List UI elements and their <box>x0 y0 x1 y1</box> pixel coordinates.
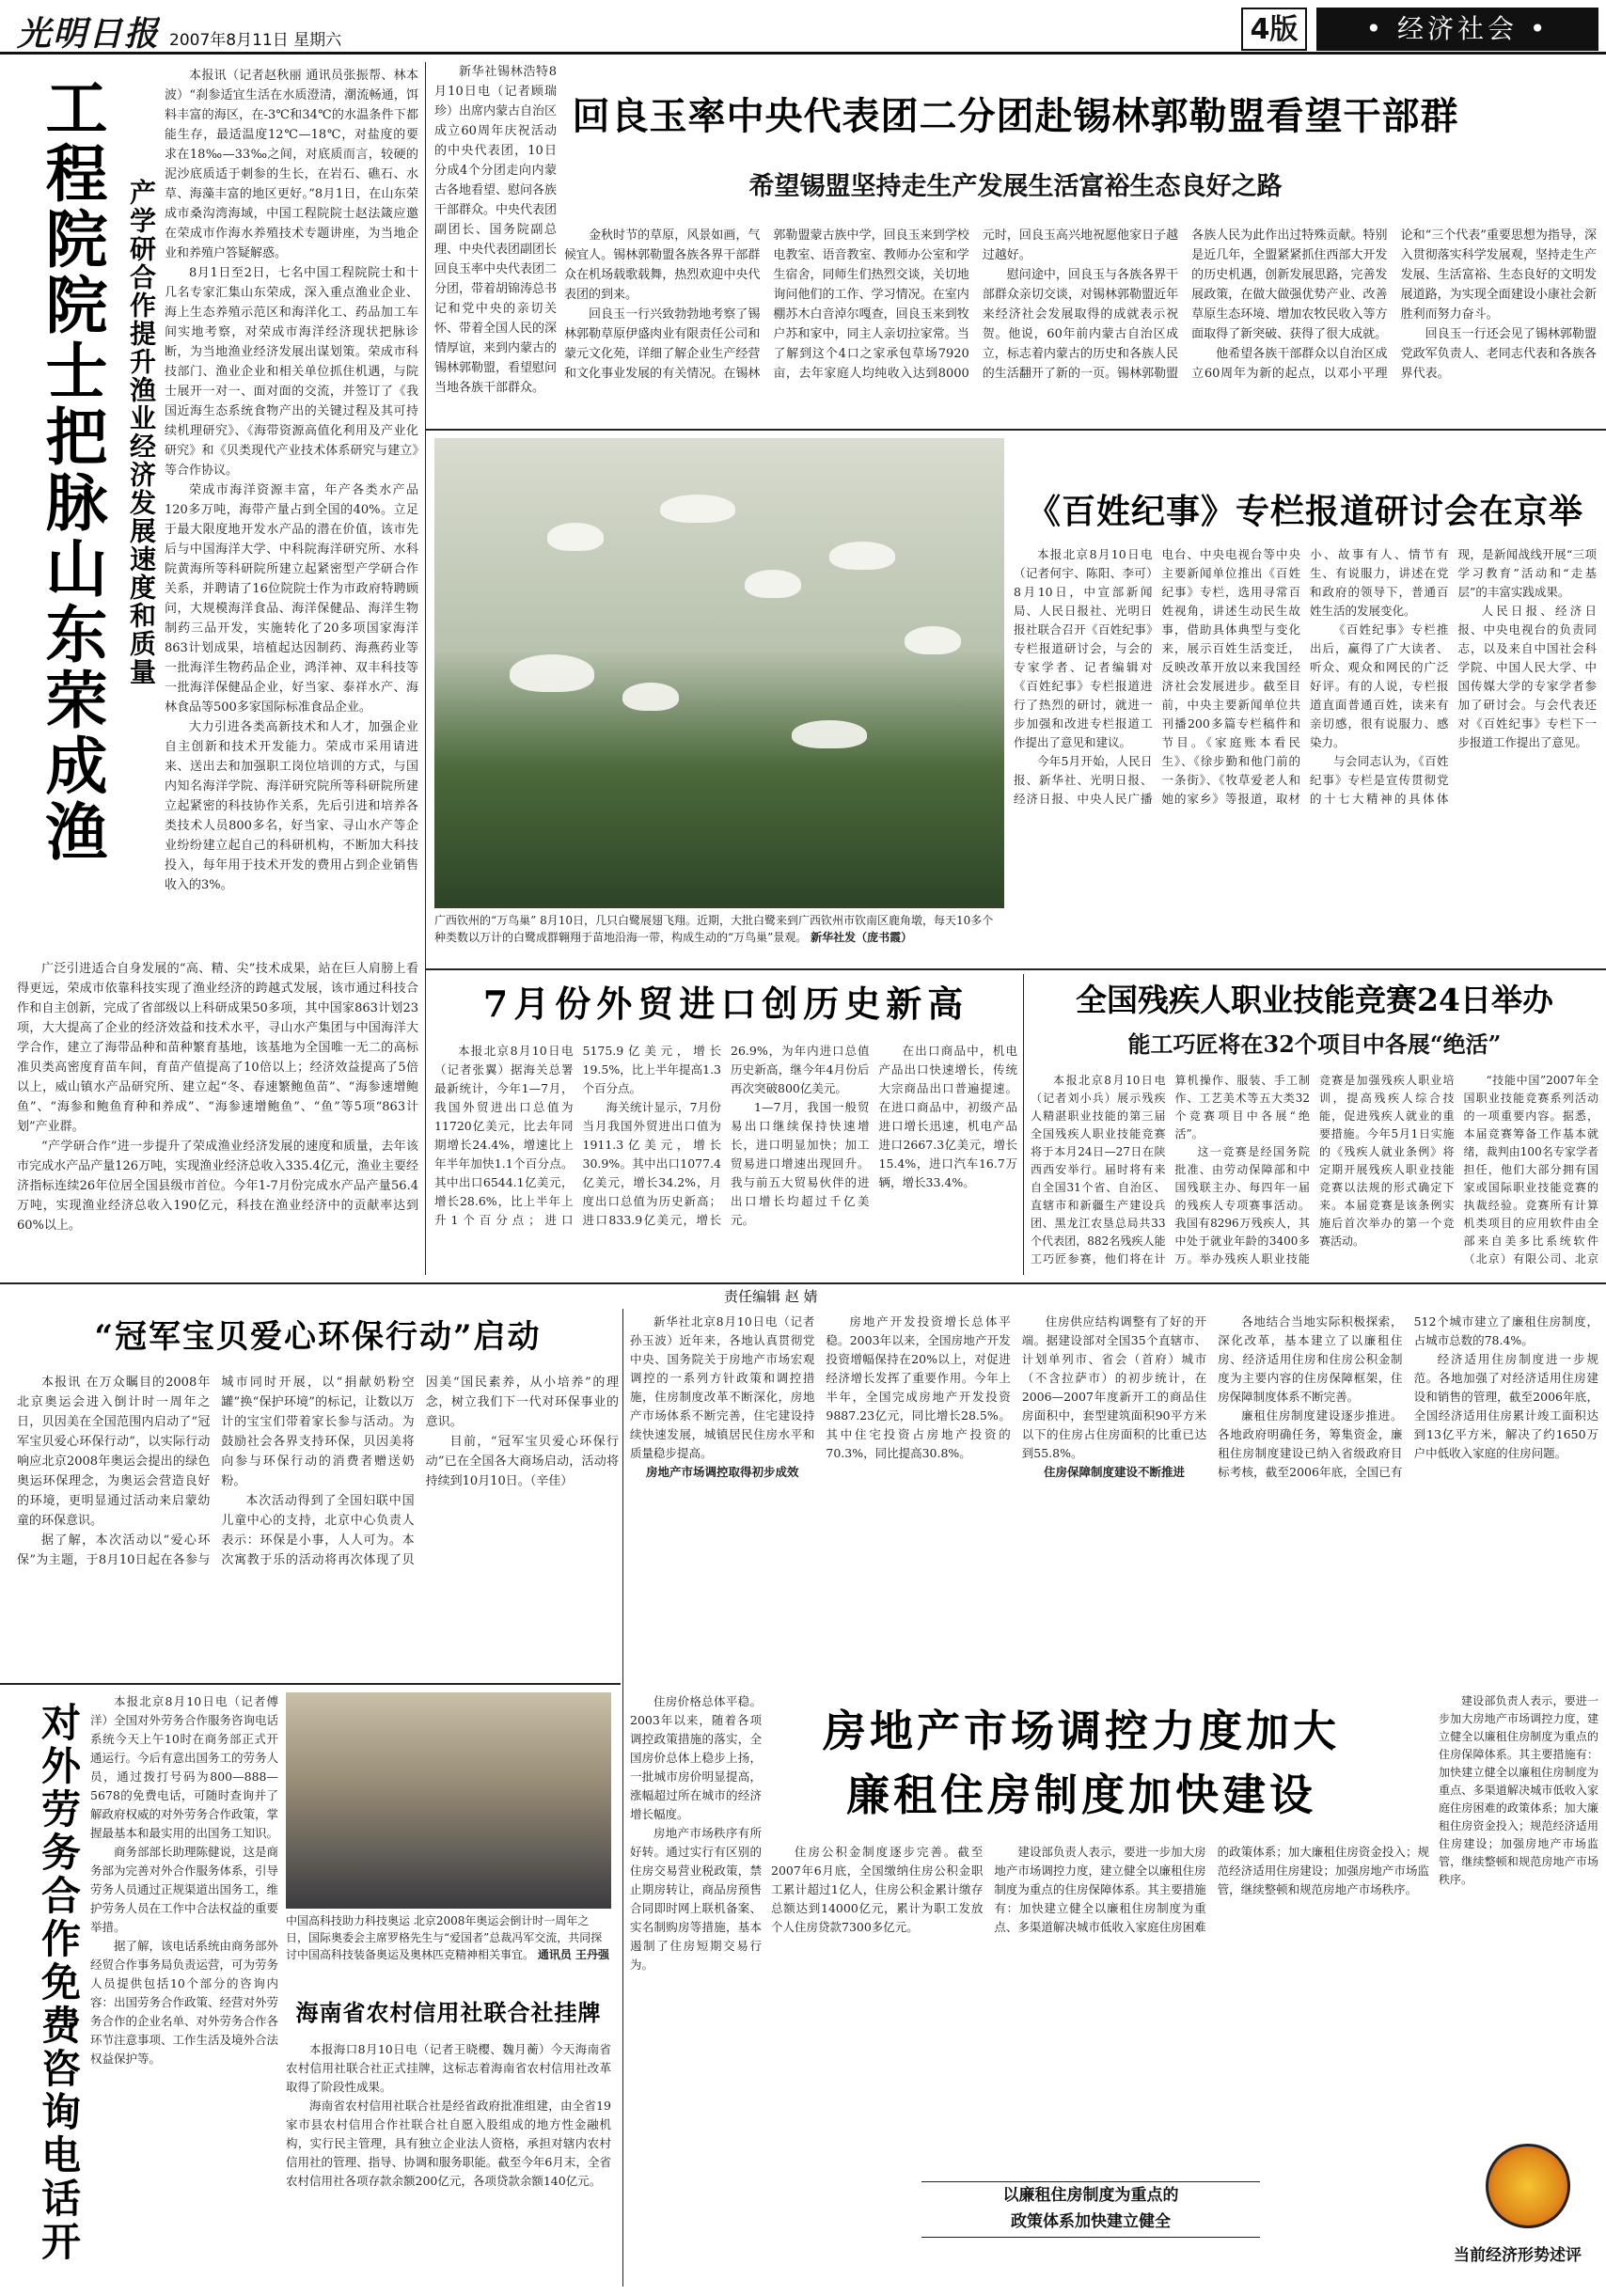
housing-body-left <box>630 1692 762 2285</box>
egret-shape <box>660 495 735 523</box>
baixing-p3: 《百姓纪事》专栏推出后，赢得了广大读者、听众、观众和网民的广泛好评。有的人说，专栏报道直面普通百姓，读来有亲切感，很有说服力、感染力。 <box>1310 622 1449 749</box>
baixing-p1: 本报北京8月10日电（记者何宇、陈阳、李可）8月10日，中宣部新闻局、人民日报社、光明日报社联合召开《百姓纪事》专栏报道研讨会，与会的专家学者、记者编辑对《百姓纪事》专栏报道进行了热烈的研讨，就进一步加强和改进专栏报道工作提出了意见和建议。 <box>1014 547 1153 749</box>
editor-credit: 责任编辑 赵 婧 <box>724 1288 818 1305</box>
olympic-credit: 通讯员 王丹强 <box>537 1948 610 1961</box>
labor-body <box>90 1692 278 2285</box>
housing-right-p: 建设部负责人表示，要进一步加大房地产市场调控力度，建立健全以廉租住房制度为重点的住房保障体系。其主要措施有：加快建立健全以廉租住房制度为重点、多渠道解决城市低收入家庭住房困难的政策体系；加大廉租住房资金投入；规范经济适用住房建设；加强房地产市场监管，继续整顿和规范房地产市场秩序。 <box>1439 1694 1598 1886</box>
disabled-p1: 本报北京8月10日电（记者刘小兵）展示残疾人精湛职业技能的第三届全国残疾人职业技能竞赛将于本月24日—27日在陕西西安举行。届时将有来自全国31个省、自治区、直辖市和新疆生产建设兵团、黑龙江农垦总局共33个代表团，882名残疾人能工巧匠参赛，他们将在计算机操作、服装、手工制作、工艺美术等五大类32个竞赛项目中各展“绝活”。 <box>1031 1074 1310 1266</box>
baixing-p5: 人民日报、经济日报、中央电视台的负责同志，以及来自中国社会科学院、中国人民大学、中国传媒大学的专家学者参加了研讨会。与会代表还对《百姓纪事》专栏下一步报道工作提出了意见。 <box>1457 604 1597 749</box>
disabled-title: 全国残疾人职业技能竞赛24日举办 <box>1076 982 1553 1018</box>
housing-box-title <box>921 2181 1260 2238</box>
fishery-p6: “产学研合作”进一步提升了荣成渔业经济发展的速度和质量，去年该市完成水产品产量126万吨，实现渔业经济总收入335.4亿元，渔业主要经济指标连续26年位居全国县级市首位。今年1-7月份完成水产品产量56.4万吨，实现渔业经济总收入190亿元，科技在渔业经济中的贡献率达到60%以上。 <box>17 1140 418 1233</box>
xilingol-p4: 他希望各族干部群众以自治区成立60周年为新的起点，以邓小平理论和“三个代表”重要思想为指导，深入贯彻落实科学发展观，坚持走生产发展、生活富裕、生态良好的文明发展道路，为实现全面建设小康社会新胜利而努力奋斗。 <box>1191 228 1597 381</box>
column-rule <box>1023 974 1024 1275</box>
economy-review-logo <box>1486 2144 1570 2228</box>
housing-p6: 廉租住房制度建设逐步推进。各地政府明确任务，筹集资金，廉租住房制度建设已纳入省级政府目标考核，截至2006年底，全国已有512个城市建立了廉租住房制度，占城市总数的78.4%。 <box>1218 1314 1598 1479</box>
egret-shape <box>905 626 961 654</box>
trade-p3: 1—7月，我国一般贸易出口继续保持快速增长，进口明显加快；加工贸易进口增速出现回升。我与前五大贸易伙伴的进出口增长均超过千亿美元。 <box>731 1100 870 1227</box>
fishery-body-1 <box>165 66 418 959</box>
hainan-body <box>286 2040 611 2287</box>
trade-body <box>434 1042 1017 1277</box>
baixing-body <box>1014 545 1597 959</box>
trade-title: 7月份外贸进口创历史新高 <box>482 983 969 1025</box>
disabled-subtitle: 能工巧匠将在32个项目中各展“绝活” <box>1127 1030 1502 1058</box>
egret-shape <box>745 570 801 598</box>
fishery-p1: 本报讯（记者赵秋丽 通讯员张振帮、林本波）“刹参适宜生活在水质澄清，潮流畅通，饵料丰富的海区，在-3℃和34℃的水温条件下都能生存，最适温度12℃—18℃，对盐度的要求在18‰—33‰之间，对底质而言，较硬的泥沙底质适于刺参的生长，在岩石、礁石、水草、海藻丰富的地区更好。”8月1日，在山东荣成市桑沟湾海域，中国工程院院士赵法箴应邀在荣成市作海水养殖技术专题讲座，为当地企业和养殖户答疑解惑。 <box>165 69 418 260</box>
baixing-title: 《百姓纪事》专栏报道研讨会在京举 <box>1026 492 1583 531</box>
xilingol-lead <box>434 62 557 466</box>
page-number: 4版 <box>1241 8 1307 51</box>
trade-p2: 海关统计显示，7月份当月我国外贸进出口值为1911.3亿美元，增长30.9%。其中出口1077.4亿美元，增长34.2%，月度出口总值为历史新高；进口833.9亿美元，增长26.9%，为年内进口总值历史新高，继今年4月份后再次突破800亿美元。 <box>582 1044 870 1227</box>
labor-title: 对外劳务合作免费咨询电话开 <box>36 1702 82 2264</box>
xilingol-p0: 新华社锡林浩特8月10日电（记者顾瑞珍）出席内蒙古自治区成立60周年庆祝活动的中央代表团，10日分成4个分团走向内蒙古各地看望、慰问各族干部群众。中央代表团副团长、国务院副总理、中央代表团副团长回良玉率中央代表团二分团，带着胡锦涛总书记和党中央的亲切关怀、带着全国人民的深情厚谊，来到内蒙古的锡林郭勒盟，看望慰问当地各族干部群众。 <box>434 65 557 395</box>
egret-shape <box>547 523 604 551</box>
olympic-photo-caption <box>286 1912 611 1984</box>
housing-title-1: 房地产市场调控力度加大 <box>823 1706 1340 1756</box>
housing-p1: 房地产开发投资增长总体平稳。2003年以来，全国房地产开发投资增幅保持在20%以上，对促进经济增长发挥了重要作用。今年上半年，全国完成房地产开发投资9887.23亿元，同比增长28.5%。其中住宅投资占房地产投资的70.3%，同比提高30.8%。 <box>826 1314 1011 1460</box>
xilingol-subtitle: 希望锡盟坚持走生产发展生活富裕生态良好之路 <box>748 172 1283 201</box>
fishery-title: 工程院院士把脉山东荣成渔 <box>35 75 108 865</box>
fishery-p4: 大力引进各类高新技术和人才，加强企业自主创新和技术开发能力。荣成市采用请进来、送出去和加强职工岗位培训的方式，与国内知名海洋学院、海洋研究院所等科研院所建立起紧密的科技协作关系，先后引进和培养各类技术人员800多名，好当家、寻山水产等企业纷纷建立起自己的科研机构，不断加大科技投入，每年用于技术开发的费用占到企业销售收入的3%。 <box>165 720 418 892</box>
labor-p2: 商务部部长助理陈健说，这是商务部为完善对外合作服务体系，引导劳务人员通过正规渠道出国务工，维护劳务人员在工作中合法权益的重要举措。 <box>90 1845 278 1934</box>
champion-p2: 据了解，本次活动以“爱心环保”为主题，于8月10日起在各参与城市同时开展，以“捐献奶粉空罐”换“保护环境”的标记，让数以万计的宝宝们带着家长参与活动。为鼓励社会各界支持环保，贝因美将向参与环保行动的消费者赠送奶粉。 <box>17 1376 415 1567</box>
housing-p3: 住房价格总体平稳。2003年以来，随着各项调控政策措施的落实，全国房价总体上稳步上扬，一批城市房价明显提高，涨幅超过所在城市的经济增长幅度。 <box>630 1694 762 1821</box>
housing-sub1: 房地产市场调控取得初步成效 <box>645 1465 799 1479</box>
housing-p4: 房地产市场秩序有所好转。通过实行有区别的住房交易营业税政策，禁止期房转让，商品房预售合同即时网上联机备案、实名制购房等措施，基本遏制了住房短期交易行为。 <box>630 1826 762 1972</box>
xilingol-p1: 金秋时节的草原，风景如画，气候宜人。锡林郭勒盟各族各界干部群众在机场载歌载舞，热烈欢迎中央代表团的到来。 <box>564 228 761 302</box>
baixing-p2: 今年5月开始，人民日报、新华社、光明日报、经济日报、中央人民广播电台、中央电视台等中央主要新闻单位推出《百姓纪事》专栏，选用寻常百姓视角，讲述生动民生故事，借助具体典型与变化来，展示百姓生活变迁，反映改革开放以来我国经济社会发展进步。截至目前，中央主要新闻单位共刊播200多篇专栏稿件和节目。《家庭账本看民生》、《徐步勤和他门前的一条街》、《牧草爱老人和她的家乡》等报道，取材小、故事有人、情节有生、有说服力，讲述在党和政府的领导下，普通百姓生活的发展变化。 <box>1014 547 1449 806</box>
egret-shape <box>792 720 867 748</box>
housing-lead: 新华社北京8月10日电（记者孙玉波）近年来，各地认真贯彻党中央、国务院关于房地产市场宏观调控的一系列方针政策和调控措施，住房制度改革不断深化，房地产市场体系不断完善，住宅建设持续快速发展，城镇居民住房水平和质量稳步提高。 <box>630 1314 815 1460</box>
egret-shape <box>829 542 895 570</box>
housing-body-top <box>630 1313 1598 1683</box>
disabled-p3: “技能中国”2007年全国职业技能竞赛系列活动的一项重要内容。据悉，本届竞赛筹备工作基本就绪，裁判由100名专家学者担任，他们大部分拥有国家或国际职业技能竞赛的执裁经验。竞赛所有计算机类项目的应用软件由全部来自美多比系统软件（北京）有限公司、北京 <box>1463 1074 1598 1266</box>
egret-photo-caption <box>434 912 1004 965</box>
xilingol-p3: 慰问途中，回良玉与各族各界干部群众亲切交谈，对锡林郭勒盟近年来经济社会发展取得的成就表示祝贺。他说，60年前内蒙古自治区成立，标志着内蒙古的历史和各族人民的生活翻开了新的一页。锡林郭勒盟各族人民为此作出过特殊贡献。特别是近几年，全盟紧紧抓住西部大开发的历史机遇，创新发展思路，完善发展政策，在做大做强优势产业、改善草原生态环境、增加农牧民收入等方面取得了新突破、获得了很大成就。 <box>982 228 1388 381</box>
olympic-caption-text: 中国高科技助力科技奥运 北京2008年奥运会倒计时一周年之日，国际奥委会主席罗格先生与“爱国者”总裁冯军交流，共同探讨中国高科技装备奥运及奥林匹克精神相关事宜。 <box>286 1914 603 1961</box>
xilingol-p2: 回良玉一行兴致勃勃地考察了锡林郭勒草原伊盛肉业有限责任公司和蒙元文化苑，详细了解企业生产经营和文化事业发展的有关情况。在锡林郭勒盟蒙古族中学，回良玉来到学校电教室、语音教室、教师办公室和学生宿舍，同师生们热烈交谈，关切地询问他们的工作、学习情况。在室内棚苏木白音淖尔嘎查，回良玉来到牧户苏和家中，同主人亲切拉家常。当了解到这个4口之家承包草场7920亩，去年家庭人均纯收入达到8000元时，回良玉高兴地祝愿他家日子越过越好。 <box>564 228 1179 381</box>
fishery-body-2 <box>17 959 418 1279</box>
champion-p4: 目前，“冠军宝贝爱心环保行动”已在全国各大商场启动，活动将持续到10月10日。（辛佳） <box>425 1435 619 1488</box>
housing-p5: 各地结合当地实际积极探索，深化改革，基本建立了以廉租住房、经济适用住房和住房公积金制度为主要内容的住房保障框架，住房保障制度体系不断完善。 <box>1218 1314 1403 1404</box>
egret-photo <box>434 438 1004 908</box>
housing-body-right <box>1439 1692 1598 2134</box>
housing-p2: 住房供应结构调整有了好的开端。据建设部对全国35个直辖市、计划单列市、省会（首府）城市（不含拉萨市）的初步统计，在2006—2007年度新开工的商品住房面积中，套型建筑面积90平方米以下的住房占住房面积的比重已达到55.8%。 <box>1021 1314 1207 1460</box>
date-line: 2007年8月11日 星期六 <box>169 31 342 50</box>
champion-p1: 本报讯 在万众瞩目的2008年北京奥运会进入倒计时一周年之日，贝因美在全国范围内启动了“冠军宝贝爱心环保行动”，以实际行动响应北京2008年奥运会提出的绿色奥运环保理念，为奥运会营造良好的环境，更明显通过活动来启蒙幼童的环保意识。 <box>17 1376 211 1528</box>
column-rule <box>425 62 426 1275</box>
column-rule <box>622 1309 623 2287</box>
housing-sub2: 住房保障制度建设不断推进 <box>1043 1465 1185 1479</box>
trade-p4: 在出口商品中，机电产品出口快速增长，传统大宗商品出口普遍提速。在进口商品中，初级产品进口增长迅速，机电产品进口2667.3亿美元，增长15.4%，进口汽车16.7万辆，增长33.4%。 <box>878 1044 1017 1189</box>
fishery-p5: 广泛引进适合自身发展的“高、精、尖”技术成果，站在巨人肩膀上看得更远，荣成市依靠科技实现了渔业经济的跨越式发展，该市通过科技合作和自主创新，完成了省部级以上科研成果50多项，其中国家863计划23项，大大提高了企业的经济效益和技术水平，寻山水产集团与中国海洋大学合作，建立了海带品种和苗种繁育基地，该基地为全国唯一无二的高标准贝类高密度育苗车间，育苗产值提高了10倍以上；经济效益提高了5倍以上，威山镇水产品研究所、建立起“冬、春速繁鲍鱼苗”、“海参速增鲍鱼”、“海参和鲍鱼育种和养成”、“海参速增鲍鱼”、“鱼”等5项“863计划”产业群。 <box>17 962 418 1134</box>
xilingol-body <box>564 226 1597 423</box>
fishery-subtitle: 产学研合作提升渔业经济发展速度和质量 <box>126 179 157 686</box>
labor-p3: 据了解，该电话系统由商务部外经贸合作事务局负责运营，可为劳务人员提供包括10个部分的咨询内容：出国劳务合作政策、经营对外劳务合作的企业名单、对外劳务合作各环节注意事项、工作生活及境外合法权益保护等。 <box>90 1939 278 2066</box>
page-header <box>0 0 1606 55</box>
section-label: • 经济社会 • <box>1316 8 1598 51</box>
divider <box>425 968 1606 970</box>
fishery-p3: 荣成市海洋资源丰富，年产各类水产品120多万吨，海带产量占到全国的40%。立足于最大限度地开发水产品的潜在价值，该市先后与中国海洋大学、中科院海洋研究所、水科院黄海所等科研院所建立起紧密型产学研合作关系，并聘请了16位院院士作为市政府特聘顾问，大规模海洋食品、海洋保健品、海洋生物制药三品开发，实施转化了20多项国家海洋863计划成果，培植起达因制药、海燕药业等一批海洋生物药品企业，鸿洋神、双丰科技等一批海洋保健品企业，好当家、泰祥水产、海林食品等500多家国际标准食品企业。 <box>165 483 418 715</box>
divider <box>425 429 1606 431</box>
champion-p3: 本次活动得到了全国妇联中国儿童中心的支持，北京中心负责人表示：环保是小事，人人可为。本次寓教于乐的活动将再次体现了贝因美“国民素养，从小培养”的理念，树立我们下一代对环保事业的意识。 <box>221 1376 619 1567</box>
housing-body-bottom <box>771 1843 1429 2162</box>
champion-body <box>17 1373 619 1674</box>
disabled-body <box>1031 1072 1598 1277</box>
housing-p9: 建设部负责人表示，要进一步加大房地产市场调控力度，建立健全以廉租住房制度为重点的住房保障体系。其主要措施有：加快建立健全以廉租住房制度为重点、多渠道解决城市低收入家庭住房困难的政策体系；加大廉租住房资金投入；规范经济适用住房建设；加强房地产市场监管，继续整顿和规范房地产市场秩序。 <box>994 1845 1429 1934</box>
egret-shape <box>510 654 594 692</box>
housing-p8: 住房公积金制度逐步完善。截至2007年6月底，全国缴纳住房公积金职工累计超过1亿人，住房公积金累计缴存总额达到14000亿元，累计为职工发放个人住房贷款7300多亿元。 <box>771 1845 984 1934</box>
xilingol-p5: 回良玉一行还会见了锡林郭勒盟党政军负责人、老同志代表和各族各界代表。 <box>1400 327 1597 381</box>
xilingol-title: 回良玉率中央代表团二分团赴锡林郭勒盟看望干部群 <box>572 94 1459 138</box>
housing-box-line-2: 政策体系加快建立健全 <box>1011 2212 1171 2231</box>
economy-review-label: 当前经济形势述评 <box>1454 2246 1582 2265</box>
hainan-p2: 海南省农村信用社联合社是经省政府批准组建，由全省19家市县农村信用合作社联合社自愿入股组成的地方性金融机构，实行民主管理，具有独立企业法人资格，承担对辖内农村信用社的管理、指导、协调和服务职能。截至今年6月末，全省农村信用社各项存款余额200亿元，各项贷款余额140亿元。 <box>286 2099 611 2188</box>
masthead: 光明日报 <box>17 14 161 54</box>
olympic-photo <box>286 1692 611 1909</box>
hainan-p1: 本报海口8月10日电（记者王晓樱、魏月蘅）今天海南省农村信用社联合社正式挂牌，这标志着海南省农村信用社改革取得了阶段性成果。 <box>286 2042 611 2094</box>
egret-credit: 新华社发（庞书霞） <box>811 931 913 944</box>
divider <box>0 1683 621 1685</box>
disabled-p2: 这一竞赛是经国务院批准、由劳动保障部和中国残联主办、每四年一届的残疾人专项赛事活动。我国有8296万残疾人，其中处于就业年龄的3400多万。举办残疾人职业技能竞赛是加强残疾人职业培训，提高残疾人综合技能，促进残疾人就业的重要措施。今年5月1日实施的《残疾人就业条例》将定期开展残疾人职业技能竞赛以法规的形式确定下来。本届竞赛是该条例实施后首次举办的第一个竞赛活动。 <box>1174 1074 1455 1266</box>
egret-shape <box>622 683 679 711</box>
egret-caption-text: 广西钦州的“万鸟巢” 8月10日，几只白鹭展翅飞翔。近期，大批白鹭来到广西钦州市钦南区鹿角墩，每天10多个种类数以万计的白鹭成群翱翔于苗地沿海一带，构成生动的“万鸟巢”景观。 <box>434 914 994 944</box>
fishery-p2: 8月1日至2日，七名中国工程院院士和十几名专家汇集山东荣成，深入重点渔业企业、海上生态养殖示范区和海洋化工、药品加工车间实地考察，对荣成市海洋经济现状把脉诊断，为当地渔业经济发展出谋划策。荣成市科技部门、渔业企业和相关单位抓住机遇，与院士展开一对一、面对面的交流，并签订了《我国近海生态系统食物产出的关键过程及其可持续机理研究》、《海带资源高值化利用及产业化研究》和《贝类现代产业技术体系研究与建立》等合作协议。 <box>165 266 418 478</box>
champion-title: “冠军宝贝爱心环保行动”启动 <box>94 1318 542 1356</box>
labor-p1: 本报北京8月10日电（记者傅洋）全国对外劳务合作服务咨询电话系统今天上午10时在商务部正式开通运行。今后有意出国务工的劳务人员，通过拨打号码为800—888—5678的免费电话，可随时查询并了解政府权威的对外劳务合作政策，掌握最基本和最实用的出国务工知识。 <box>90 1694 278 1840</box>
housing-box-line-1: 以廉租住房制度为重点的 <box>1002 2186 1179 2205</box>
housing-p7: 经济适用住房制度进一步规范。各地加强了对经济适用住房建设和销售的管理，截至2006年底，全国经济适用住房累计竣工面积达到13亿平方米，解决了约1650万户中低收入家庭的住房问题。 <box>1413 1352 1598 1460</box>
hainan-title: 海南省农村信用社联合社挂牌 <box>295 1999 602 2026</box>
trade-p1: 本报北京8月10日电（记者张翼）据海关总署最新统计，今年1—7月，我国外贸进出口总值为11720亿美元，比去年同期增长24.4%，增速比上年半年加快1.1个百分点。其中出口6544.1亿美元，增长28.6%，比上半年上升1个百分点；进口5175.9亿美元，增长19.5%，比上半年提高1.3个百分点。 <box>434 1044 721 1227</box>
housing-title-2: 廉租住房制度加快建设 <box>846 1769 1316 1820</box>
divider <box>0 1282 1606 1284</box>
baixing-p4: 与会同志认为，《百姓纪事》专栏是宣传贯彻党的十七大精神的具体体现，是新闻战线开展“三项学习教育”活动和“走基层”的丰富实践成果。 <box>1310 547 1597 806</box>
